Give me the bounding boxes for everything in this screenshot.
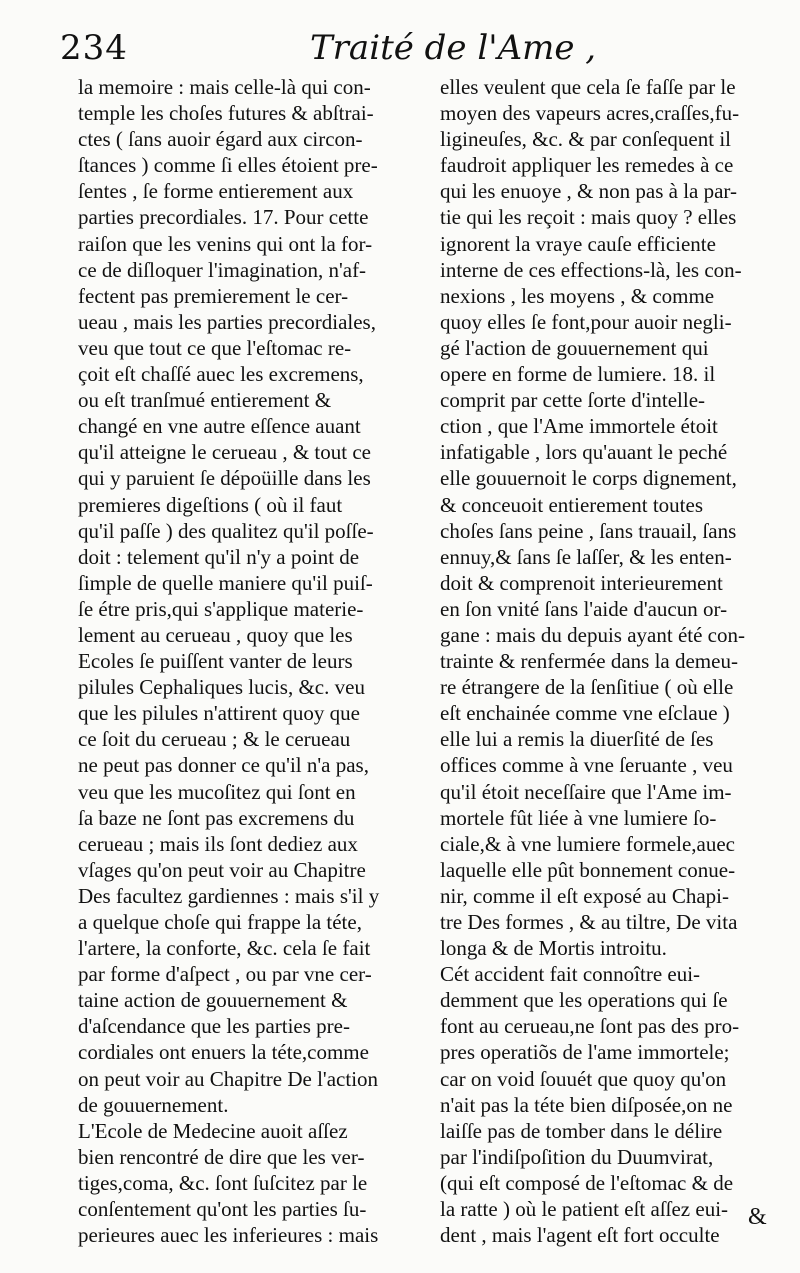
text-line: pres operatiõs de l'ame immortele; <box>440 1040 730 1065</box>
text-line: elle lui a remis la diuerſité de ſes <box>440 727 714 752</box>
text-line: L'Ecole de Medecine auoit aſſez <box>78 1118 348 1143</box>
text-line: interne de ces effections-là, les con- <box>440 257 742 282</box>
text-line: tre Des formes , & au tiltre, De vita <box>440 910 738 934</box>
text-line: choſes ſans peine , ſans trauail, ſans <box>440 518 737 543</box>
text-line: Des facultez gardiennes : mais s'il y <box>78 883 380 908</box>
text-line: doit : telement qu'il n'y a point de <box>78 544 360 569</box>
text-line: a quelque choſe qui frappe la téte, <box>78 910 362 934</box>
text-line: parties precordiales. 17. Pour cette <box>78 205 369 230</box>
text-line: premieres digeſtions ( où il faut <box>78 492 343 517</box>
text-line: perieures auec les inferieures : mais <box>78 1223 379 1248</box>
text-line: que les pilules n'attirent quoy que <box>78 701 360 726</box>
text-line: ſe étre pris,qui s'applique materie- <box>78 596 364 621</box>
text-line: taine action de gouuernement & <box>78 988 348 1013</box>
text-line: ciale,& à vne lumiere formele,auec <box>440 831 736 856</box>
text-line: trainte & renfermée dans la demeu- <box>440 649 738 674</box>
text-line: çoit eſt chaſſé auec les excremens, <box>78 362 364 387</box>
text-line: eſt enchainée comme vne eſclaue ) <box>440 701 730 726</box>
text-line: ſimple de quelle maniere qu'il puiſ- <box>78 570 373 595</box>
text-line: en ſon vnité ſans l'aide d'aucun or- <box>440 596 728 621</box>
text-line: conſentement qu'ont les parties ſu- <box>78 1197 367 1222</box>
text-line: ſentes , ſe forme entierement aux <box>78 179 354 204</box>
text-line: moyen des vapeurs acres,craſſes,fu- <box>440 101 740 126</box>
text-line: re étrangere de la ſenſitiue ( où elle <box>440 675 734 700</box>
text-line: gé l'action de gouuernement qui <box>440 335 709 360</box>
text-line: raiſon que les venins qui ont la for- <box>78 231 373 256</box>
text-line: ou eſt tranſmué entierement & <box>78 388 332 413</box>
text-line: ction , que l'Ame immortele étoit <box>440 414 718 439</box>
text-line: ne peut pas donner ce qu'il n'a pas, <box>78 753 369 778</box>
text-line: temple les choſes futures & abſtrai- <box>78 101 374 126</box>
text-line: demment que les operations qui ſe <box>440 988 728 1013</box>
text-line: cerueau ; mais ils ſont dediez aux <box>78 831 358 856</box>
text-line: ſtances ) comme ſi elles étoient pre- <box>78 153 378 178</box>
text-line: tie qui les reçoit : mais quoy ? elles <box>440 205 737 230</box>
text-line: (qui eſt composé de l'eſtomac & de <box>440 1170 734 1195</box>
text-line: changé en vne autre eſſence auant <box>78 414 361 439</box>
text-line: mortele fût liée à vne lumiere ſo- <box>440 805 717 830</box>
text-line: on peut voir au Chapitre De l'action <box>78 1066 379 1091</box>
text-line: cordiales ont enuers la téte,comme <box>78 1040 369 1065</box>
text-line: n'ait pas la téte bien diſposée,on ne <box>440 1092 733 1117</box>
text-line: qui y paruient ſe dépoüille dans les <box>78 466 371 491</box>
text-line: ce ſoit du cerueau ; & le cerueau <box>78 727 351 752</box>
text-line: Cét accident fait connoître eui- <box>440 962 701 987</box>
text-line: ennuy,& ſans ſe laſſer, & les enten- <box>440 544 732 569</box>
text-line: de gouuernement. <box>78 1092 229 1117</box>
text-line: qu'il paſſe ) des qualitez qu'il poſſe- <box>78 518 374 543</box>
text-line: ueau , mais les parties precordiales, <box>78 309 376 334</box>
text-line: Ecoles ſe puiſſent vanter de leurs <box>78 649 353 674</box>
text-line: ce de diſloquer l'imagination, n'af- <box>78 257 367 282</box>
text-line: la ratte ) où le patient eſt aſſez eui- <box>440 1197 729 1222</box>
page-header <box>60 28 780 78</box>
text-line: elle gouuernoit le corps dignement, <box>440 466 737 491</box>
text-line: par forme d'aſpect , ou par vne cer- <box>78 962 372 987</box>
text-line: quoy elles ſe font,pour auoir negli- <box>440 309 732 334</box>
text-line: infatigable , lors qu'auant le peché <box>440 440 728 465</box>
text-line: vſages qu'on peut voir au Chapitre <box>78 857 366 882</box>
text-line: elles veulent que cela ſe faſſe par le <box>440 75 736 99</box>
text-line: qu'il atteigne le cerueau , & tout ce <box>78 440 371 465</box>
text-line: l'artere, la conforte, &c. cela ſe fait <box>78 936 371 961</box>
text-line: comprit par cette ſorte d'intelle- <box>440 388 706 413</box>
text-line: d'aſcendance que les parties pre- <box>78 1014 350 1039</box>
text-line: doit & comprenoit interieurement <box>440 570 723 595</box>
text-line: longa & de Mortis introitu. <box>440 936 667 961</box>
right-text-column <box>440 74 792 1248</box>
text-line: pilules Cephaliques lucis, &c. veu <box>78 675 365 700</box>
text-line: nexions , les moyens , & comme <box>440 283 715 308</box>
text-line: gane : mais du depuis ayant été con- <box>440 622 745 647</box>
text-line: & conceuoit entierement toutes <box>440 492 703 517</box>
text-line: car on void ſouuét que quoy qu'on <box>440 1066 727 1091</box>
text-line: ſa baze ne ſont pas excremens du <box>78 805 355 830</box>
text-line: ctes ( ſans auoir égard aux circon- <box>78 127 363 152</box>
text-line: laquelle elle pût bonnement conue- <box>440 857 736 882</box>
running-title: Traité de l'Ame , <box>310 28 597 68</box>
text-line: qui les enuoye , & non pas à la par- <box>440 179 737 204</box>
text-line: ignorent la vraye cauſe efficiente <box>440 231 716 256</box>
text-line: la memoire : mais celle-là qui con- <box>78 75 371 99</box>
text-line: ligineuſes, &c. & par conſequent il <box>440 127 732 152</box>
text-line: font au cerueau,ne ſont pas des pro- <box>440 1014 740 1039</box>
text-line: lement au cerueau , quoy que les <box>78 622 353 647</box>
text-line: par l'indiſpoſition du Duumvirat, <box>440 1144 714 1169</box>
page-number: 234 <box>60 28 128 68</box>
text-line: veu que tout ce que l'eſtomac re- <box>78 335 352 360</box>
text-line: nir, comme il eſt exposé au Chapi- <box>440 883 729 908</box>
text-line: offices comme à vne ſeruante , veu <box>440 753 733 778</box>
text-line: laiſſe pas de tomber dans le délire <box>440 1118 723 1143</box>
text-line: fectent pas premierement le cer- <box>78 283 349 308</box>
text-line: veu que les mucoſitez qui ſont en <box>78 779 356 804</box>
text-line: tiges,coma, &c. ſont ſuſcitez par le <box>78 1170 368 1195</box>
text-line: opere en forme de lumiere. 18. il <box>440 362 716 387</box>
text-line: dent , mais l'agent eſt fort occulte <box>440 1223 720 1248</box>
text-line: qu'il étoit neceſſaire que l'Ame im- <box>440 779 732 804</box>
text-line: faudroit appliquer les remedes à ce <box>440 153 734 178</box>
text-line: bien rencontré de dire que les ver- <box>78 1144 365 1169</box>
left-text-column <box>78 74 430 1248</box>
catchword: & <box>748 1204 767 1230</box>
